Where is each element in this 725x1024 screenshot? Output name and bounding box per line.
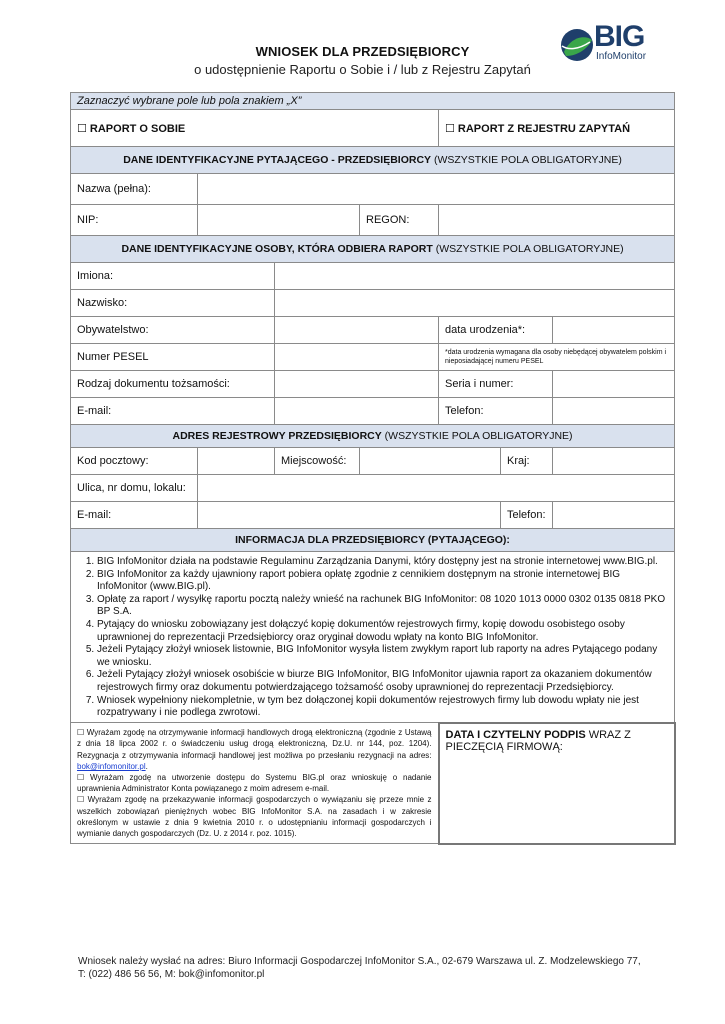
section-info-title: INFORMACJA DLA PRZEDSIĘBIORCY (PYTAJĄCEGO):: [71, 529, 675, 552]
input-seria[interactable]: [553, 371, 675, 398]
input-imiona[interactable]: [275, 263, 675, 290]
consent-system-access[interactable]: ☐ Wyrażam zgodę na utworzenie dostępu do Systemu BIG.pl oraz wnioskuję o nadanie uprawnienia Administrator Konta powiązanego z moim adresem e-mail.: [77, 773, 432, 794]
label-imiona: Imiona:: [71, 263, 275, 290]
instructions: Zaznaczyć wybrane pole lub pola znakiem „X”: [71, 93, 675, 110]
list-item: 5. Jeżeli Pytający złożył wniosek listownie, BIG InfoMonitor wysyła listem zwykłym raport lub raporty na adres Pytającego podany we wniosku.: [97, 644, 668, 669]
label-email-person: E-mail:: [71, 398, 275, 425]
section-address-title: ADRES REJESTROWY PRZEDSIĘBIORCY (WSZYSTKIE POLA OBLIGATORYJNE): [71, 425, 675, 448]
label-email-address: E-mail:: [71, 502, 198, 529]
label-nazwisko: Nazwisko:: [71, 290, 275, 317]
logo-sub-text: InfoMonitor: [596, 51, 647, 62]
list-item: 3. Opłatę za raport / wysyłkę raportu pocztą należy wnieść na rachunek BIG InfoMonitor: 08 1020 1013 0000 0302 0135 0818 PKO BP S.A.: [97, 594, 668, 619]
footer-address: Wniosek należy wysłać na adres: Biuro Informacji Gospodarczej InfoMonitor S.A., 02-679 Warszawa ul. Z. Modzelewskiego 77,: [78, 956, 641, 967]
input-email-address[interactable]: [198, 502, 501, 529]
input-email-person[interactable]: [275, 398, 439, 425]
application-form: [70, 92, 676, 845]
label-dokument: Rodzaj dokumentu tożsamości:: [71, 371, 275, 398]
consent-marketing[interactable]: ☐ Wyrażam zgodę na otrzymywanie informacji handlowych drogą elektroniczną (zgodnie z Ustawą z dnia 18 lipca 2002 r. o świadczeniu usług drogą elektroniczną, Dz.U. nr 144, poz. 1204). Rezygnacja z otrzymywania informacji handlowej jest możliwa po przesłaniu rezygnacji na adres: bok@infomonitor.pl.: [77, 728, 432, 771]
label-miejscowosc: Miejscowość:: [275, 448, 360, 475]
input-kod[interactable]: [198, 448, 275, 475]
footer-contact: T: (022) 486 56 56, M: bok@infomonitor.pl: [78, 969, 265, 980]
logo-big-text: BIG: [594, 20, 645, 53]
input-pesel[interactable]: [275, 344, 439, 371]
label-telefon-address: Telefon:: [501, 502, 553, 529]
consent-data-sharing[interactable]: ☐ Wyrażam zgodę na przekazywanie informacji gospodarczych o wywiązaniu się przeze mnie z wszelkich zobowiązań pieniężnych wobec BIG InfoMonitor S.A. na zasadach i w zakresie określonym w ustawie z dnia 9 kwietnia 2010 r. o udostępnianiu informacji gospodarczych i wymianie danych gospodarczych (Dz. U. z 2014 r. poz. 1015).: [77, 795, 432, 839]
section-company-title: DANE IDENTYFIKACYJNE PYTAJĄCEGO - PRZEDSIĘBIORCY (WSZYSTKIE POLA OBLIGATORYJNE): [71, 147, 675, 174]
list-item: 1. BIG InfoMonitor działa na podstawie Regulaminu Zarządzania Danymi, który dostępny jest na stronie internetowej www.BIG.pl.: [97, 556, 668, 569]
label-ulica: Ulica, nr domu, lokalu:: [71, 475, 198, 502]
label-seria: Seria i numer:: [439, 371, 553, 398]
list-item: 6. Jeżeli Pytający złożył wniosek osobiście w biurze BIG InfoMonitor, BIG InfoMonitor ujawnia raport za okazaniem dokumentów rejestrowych firmy oraz dokumentu potwierdzającego tożsamość osoby uprawnionej do reprezentacji Przedsiębiorcy.: [97, 669, 668, 694]
input-nazwa[interactable]: [198, 174, 675, 205]
label-nazwa: Nazwa (pełna):: [71, 174, 198, 205]
input-nip[interactable]: [198, 205, 360, 236]
label-obywatelstwo: Obywatelstwo:: [71, 317, 275, 344]
document-header: [0, 20, 725, 90]
email-link[interactable]: bok@infomonitor.pl: [77, 761, 146, 771]
list-item: 7. Wniosek wypełniony niekompletnie, w tym bez dołączonej kopii dokumentów rejestrowych firmy lub dowodu wpłaty nie jest rozpatrywany i nie podlega zwrotowi.: [97, 695, 668, 720]
input-miejscowosc[interactable]: [360, 448, 501, 475]
signature-box[interactable]: DATA I CZYTELNY PODPIS WRAZ Z PIECZĘCIĄ FIRMOWĄ:: [439, 723, 675, 844]
consents-cell: [71, 723, 439, 844]
label-telefon-person: Telefon:: [439, 398, 553, 425]
page-subtitle: o udostępnienie Raportu o Sobie i / lub z Rejestru Zapytań: [194, 62, 531, 77]
label-kod: Kod pocztowy:: [71, 448, 198, 475]
logo-globe-icon: [560, 28, 594, 62]
label-kraj: Kraj:: [501, 448, 553, 475]
input-telefon-person[interactable]: [553, 398, 675, 425]
input-ulica[interactable]: [198, 475, 675, 502]
input-data-urodzenia[interactable]: [553, 317, 675, 344]
label-data-urodzenia: data urodzenia*:: [439, 317, 553, 344]
page-title: WNIOSEK DLA PRZEDSIĘBIORCY: [255, 44, 470, 59]
input-dokument[interactable]: [275, 371, 439, 398]
label-regon: REGON:: [360, 205, 439, 236]
footer: [78, 955, 678, 981]
input-regon[interactable]: [439, 205, 675, 236]
pesel-footnote: *data urodzenia wymagana dla osoby niebędącej obywatelem polskim i nieposiadającej numeru PESEL: [439, 344, 675, 371]
list-item: 4. Pytający do wniosku zobowiązany jest dołączyć kopię dokumentów rejestrowych firmy, kopię dowodu osobistego osoby uprawnionej do reprezentacji Przedsiębiorcy oraz oryginał dowodu wpłaty na konto BIG InfoMonitor.: [97, 619, 668, 644]
info-list-cell: [71, 552, 675, 723]
input-nazwisko[interactable]: [275, 290, 675, 317]
option-raport-z-rejestru[interactable]: ☐ RAPORT Z REJESTRU ZAPYTAŃ: [439, 110, 675, 147]
input-kraj[interactable]: [553, 448, 675, 475]
big-infomonitor-logo: [556, 22, 656, 70]
label-pesel: Numer PESEL: [71, 344, 275, 371]
input-obywatelstwo[interactable]: [275, 317, 439, 344]
option-raport-o-sobie[interactable]: ☐ RAPORT O SOBIE: [71, 110, 439, 147]
section-person-title: DANE IDENTYFIKACYJNE OSOBY, KTÓRA ODBIERA RAPORT (WSZYSTKIE POLA OBLIGATORYJNE): [71, 236, 675, 263]
info-list: [97, 556, 668, 720]
input-telefon-address[interactable]: [553, 502, 675, 529]
label-nip: NIP:: [71, 205, 198, 236]
list-item: 2. BIG InfoMonitor za każdy ujawniony raport pobiera opłatę zgodnie z cennikiem dostępnym na stronie internetowej BIG InfoMonitor (www.BIG.pl).: [97, 569, 668, 594]
